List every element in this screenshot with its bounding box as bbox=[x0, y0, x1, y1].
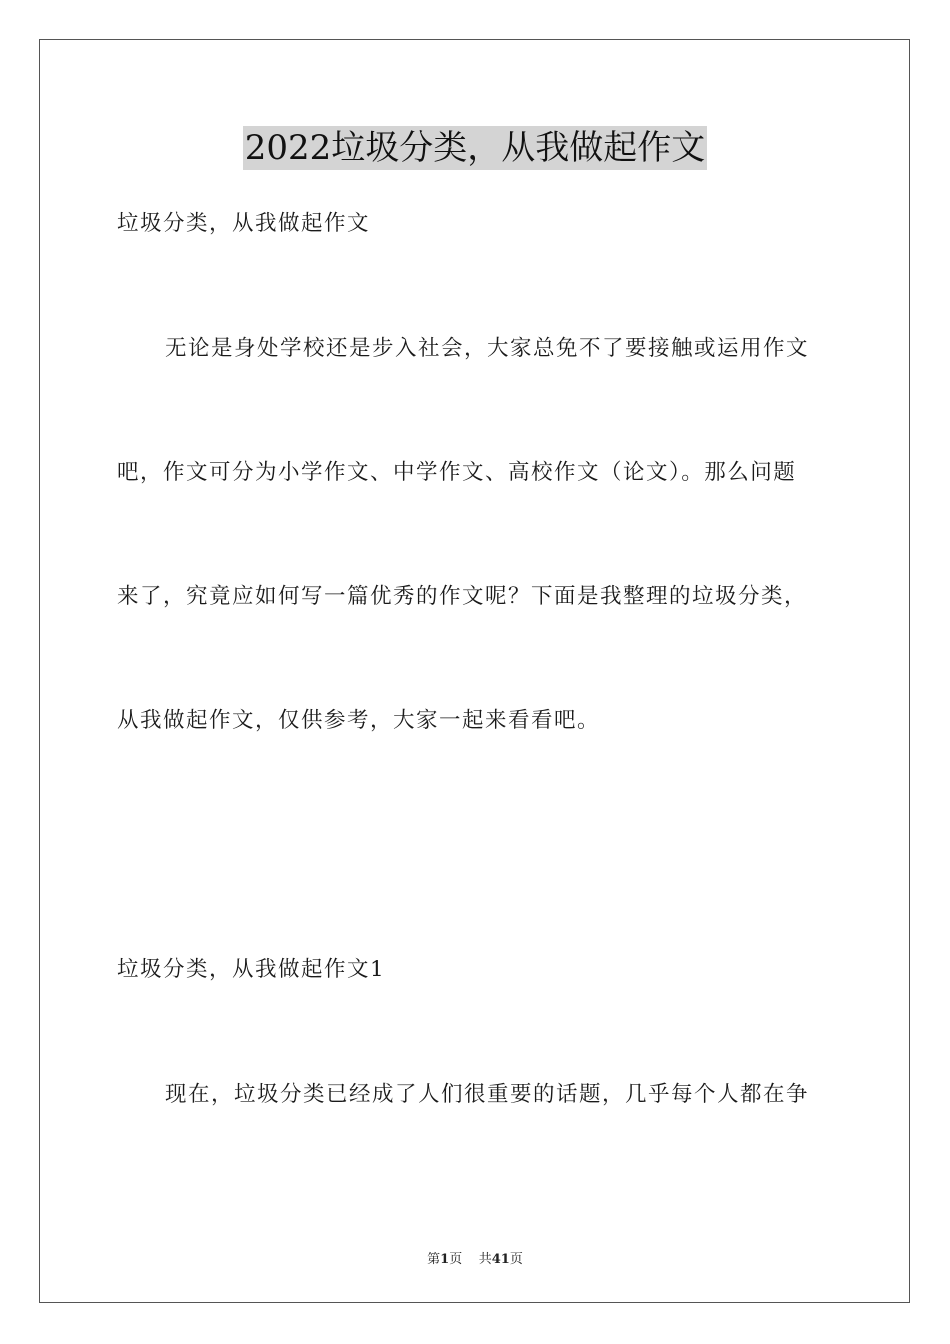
section-heading: 垃圾分类，从我做起作文1 bbox=[117, 957, 386, 982]
intro-line-2: 吧，作文可分为小学作文、中学作文、高校作文（论文）。那么问题 bbox=[117, 460, 797, 485]
total-pages: 41 bbox=[491, 1252, 510, 1267]
section-line-1: 现在，垃圾分类已经成了人们很重要的话题，几乎每个人都在争 bbox=[165, 1082, 810, 1107]
page-number: 1 bbox=[440, 1252, 450, 1267]
subtitle: 垃圾分类，从我做起作文 bbox=[117, 211, 371, 236]
intro-line-3: 来了，究竟应如何写一篇优秀的作文呢？下面是我整理的垃圾分类， bbox=[117, 584, 808, 609]
page-footer bbox=[0, 1248, 950, 1267]
document-title: 2022垃圾分类，从我做起作文 bbox=[244, 128, 706, 168]
total-suffix: 页 bbox=[509, 1252, 523, 1267]
page-suffix: 页 bbox=[449, 1252, 463, 1267]
total-prefix: 共 bbox=[478, 1252, 492, 1267]
intro-line-4: 从我做起作文，仅供参考，大家一起来看看吧。 bbox=[117, 708, 601, 733]
intro-line-1: 无论是身处学校还是步入社会，大家总免不了要接触或运用作文 bbox=[165, 336, 810, 361]
document-title-wrap bbox=[0, 126, 950, 170]
page-prefix: 第 bbox=[427, 1252, 441, 1267]
